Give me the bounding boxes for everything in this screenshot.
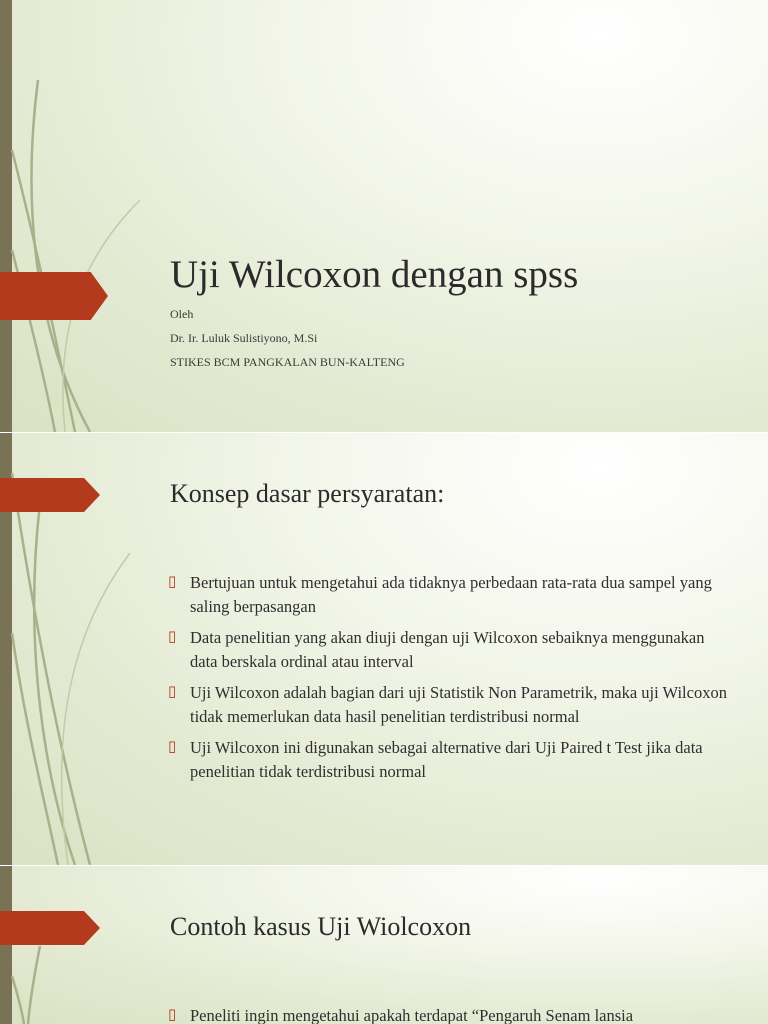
bullet-marker-icon: ▯ xyxy=(168,684,177,700)
bullet-marker-icon: ▯ xyxy=(168,1007,177,1023)
list-item xyxy=(168,681,728,728)
slide-subtitle xyxy=(170,302,405,374)
bullet-list xyxy=(168,1004,728,1024)
slide-contoh-kasus xyxy=(0,866,768,1024)
title-arrow-marker xyxy=(0,478,100,512)
slide-title xyxy=(0,0,768,432)
decorative-curves xyxy=(0,0,140,432)
bullet-text: Uji Wilcoxon adalah bagian dari uji Statistik Non Parametrik, maka uji Wilcoxon tidak memerlukan data hasil penelitian terdistribusi normal xyxy=(190,683,727,726)
bullet-text: Peneliti ingin mengetahui apakah terdapat “Pengaruh Senam lansia xyxy=(190,1006,634,1024)
slide-title-heading: Konsep dasar persyaratan: xyxy=(170,479,445,508)
list-item xyxy=(168,1004,728,1024)
bullet-marker-icon: ▯ xyxy=(168,739,177,755)
list-item xyxy=(168,626,728,673)
decorative-curves xyxy=(0,866,140,1024)
title-arrow-marker xyxy=(0,272,108,320)
bullet-marker-icon: ▯ xyxy=(168,629,177,645)
subtitle-line: STIKES BCM PANGKALAN BUN-KALTENG xyxy=(170,355,405,369)
slide-konsep xyxy=(0,433,768,865)
bullet-marker-icon: ▯ xyxy=(168,574,177,590)
subtitle-line: Oleh xyxy=(170,307,194,321)
title-arrow-marker xyxy=(0,911,100,945)
slide-title-heading: Contoh kasus Uji Wiolcoxon xyxy=(170,912,472,941)
list-item xyxy=(168,736,728,783)
subtitle-line: Dr. Ir. Luluk Sulistiyono, M.Si xyxy=(170,331,318,345)
bullet-text: Data penelitian yang akan diuji dengan uji Wilcoxon sebaiknya menggunakan data berskala ordinal atau interval xyxy=(190,628,705,671)
bullet-text: Uji Wilcoxon ini digunakan sebagai alternative dari Uji Paired t Test jika data penelitian tidak terdistribusi normal xyxy=(190,738,703,781)
bullet-list xyxy=(168,571,728,791)
slide-title-heading: Uji Wilcoxon dengan spss xyxy=(170,253,579,296)
bullet-text: Bertujuan untuk mengetahui ada tidaknya perbedaan rata-rata dua sampel yang saling berpasangan xyxy=(190,573,712,616)
list-item xyxy=(168,571,728,618)
